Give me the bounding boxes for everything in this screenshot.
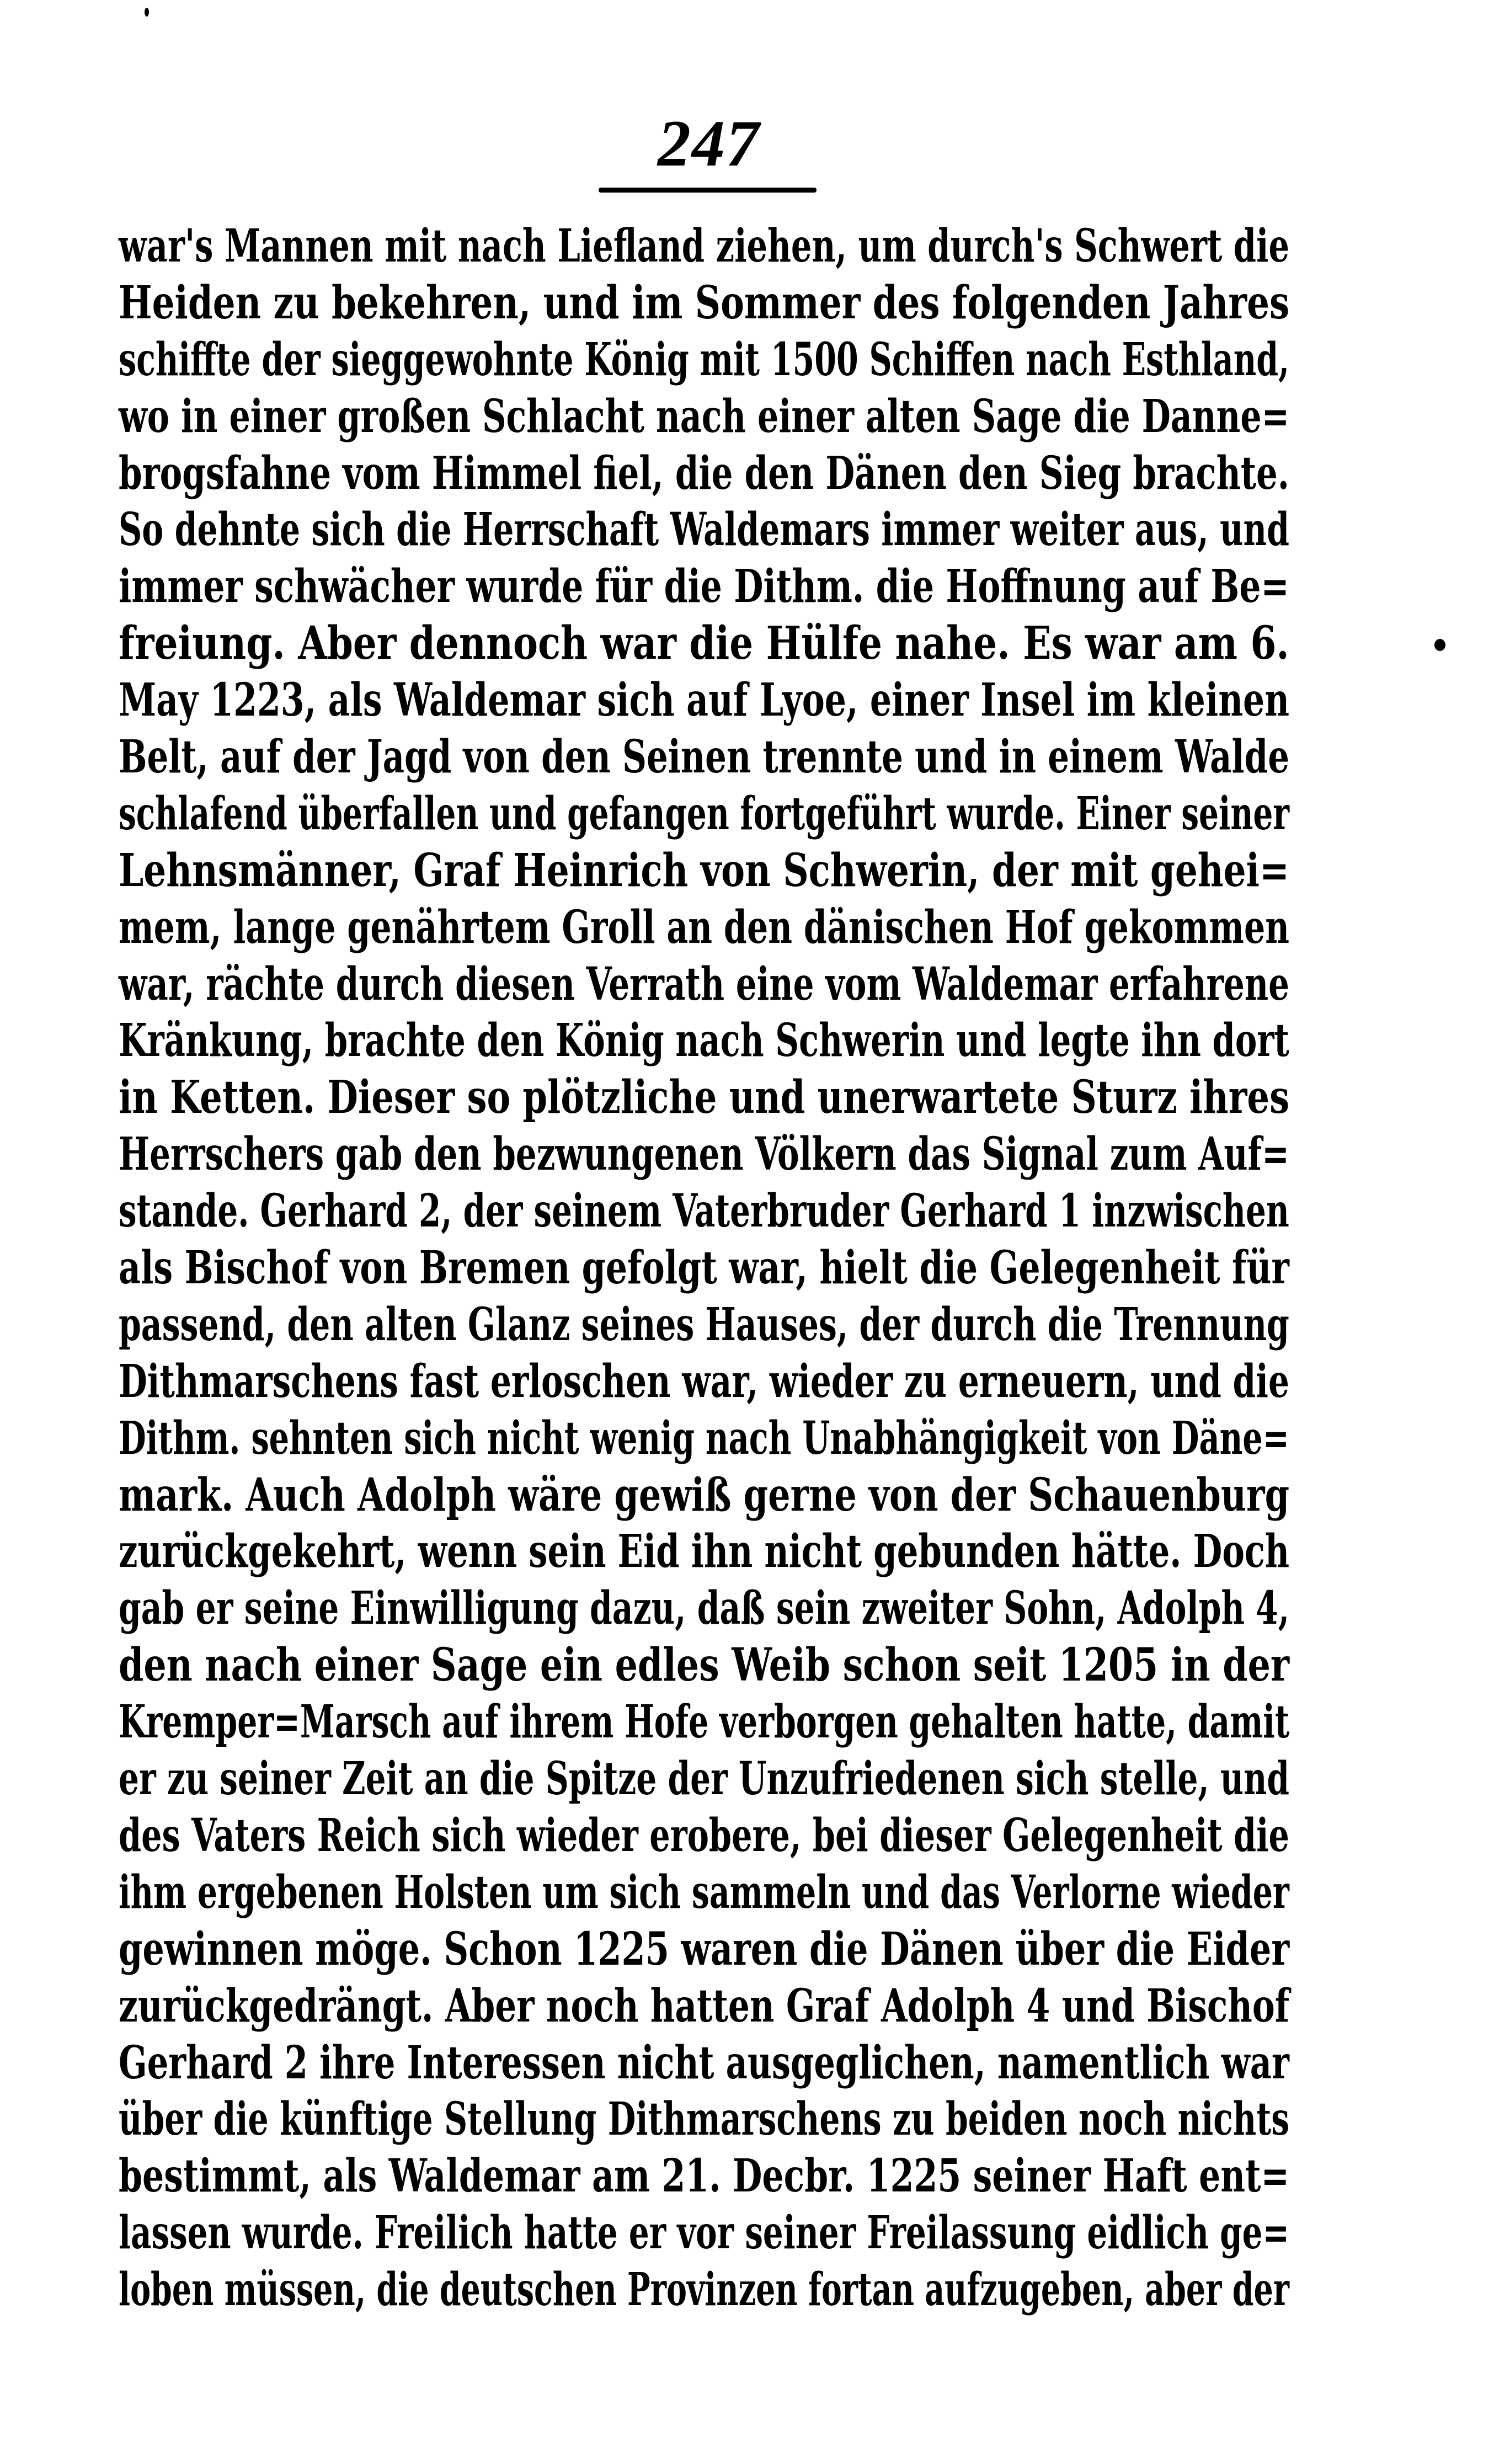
text-line	[119, 1183, 1289, 1240]
text-line-content: Heiden zu bekehren, und im Sommer des folgenden Jahres	[119, 276, 1290, 329]
text-line-content: May 1223, als Waldemar sich auf Lyoe, einer Insel im kleinen	[119, 674, 1289, 727]
text-line	[119, 1126, 1289, 1183]
text-line-content: passend, den alten Glanz seines Hauses, der durch die Trennung	[119, 1298, 1289, 1351]
text-line-content: gab er seine Einwilligung dazu, daß sein zweiter Sohn, Adolph 4,	[119, 1582, 1290, 1635]
text-line	[119, 1467, 1289, 1524]
text-line-content: gewinnen möge. Schon 1225 waren die Dänen über die Eider	[119, 1922, 1290, 1976]
text-line	[119, 786, 1289, 842]
text-line-content: mark. Auch Adolph wäre gewiß gerne von der Schauenburg	[119, 1468, 1290, 1522]
text-line	[119, 2205, 1289, 2262]
text-line-content: lassen wurde. Freilich hatte er vor seiner Freilassung eidlich ge=	[119, 2206, 1289, 2260]
text-line-content: ihm ergebenen Holsten um sich sammeln und das Verlorne wieder	[119, 1865, 1289, 1919]
text-line-content: Gerhard 2 ihre Interessen nicht ausgeglichen, namentlich war	[119, 2036, 1289, 2089]
text-line-content: immer schwächer wurde für die Dithm. die Hoffnung auf Be=	[119, 560, 1289, 614]
text-line-content: freiung. Aber dennoch war die Hülfe nahe. Es war am 6.	[119, 617, 1289, 670]
text-line	[119, 1864, 1289, 1921]
text-line-content: bestimmt, als Waldemar am 21. Decbr. 1225 seiner Haft ent=	[119, 2150, 1290, 2203]
text-line	[119, 1978, 1289, 2035]
text-line-content: Dithmarschens fast erloschen war, wieder zu erneuern, und die	[119, 1354, 1289, 1408]
text-line	[119, 1069, 1289, 1126]
text-line	[119, 729, 1289, 786]
text-line	[119, 1580, 1289, 1637]
text-line-content: Belt, auf der Jagd von den Seinen trennte und in einem Walde	[119, 730, 1289, 784]
text-line	[119, 1240, 1289, 1297]
text-line	[119, 502, 1289, 558]
text-line	[119, 218, 1289, 275]
text-line	[119, 1807, 1289, 1864]
text-line	[119, 332, 1289, 388]
text-line	[119, 388, 1289, 445]
text-line-content: Herrschers gab den bezwungenen Völkern das Signal zum Auf=	[119, 1128, 1289, 1181]
text-line	[119, 1523, 1289, 1580]
body-text	[119, 218, 1289, 2318]
scan-speck	[1434, 639, 1445, 651]
text-line-content: des Vaters Reich sich wieder erobere, bei dieser Gelegenheit die	[119, 1809, 1289, 1862]
text-line-content: in Ketten. Dieser so plötzliche und unerwartete Sturz ihres	[119, 1071, 1290, 1124]
header-rule	[599, 188, 817, 193]
page-number: 247	[658, 106, 760, 180]
text-line	[119, 1353, 1289, 1410]
text-line-content: er zu seiner Zeit an die Spitze der Unzufriedenen sich stelle, und	[119, 1752, 1290, 1806]
text-line	[119, 956, 1289, 1013]
text-line-content: Lehnsmänner, Graf Heinrich von Schwerin, der mit gehei=	[119, 844, 1289, 897]
text-line-content: zurückgekehrt, wenn sein Eid ihn nicht gebunden hätte. Doch	[119, 1525, 1290, 1578]
text-line-content: stande. Gerhard 2, der seinem Vaterbruder Gerhard 1 inzwischen	[119, 1185, 1289, 1238]
text-line-content: Dithm. sehnten sich nicht wenig nach Unabhängigkeit von Däne=	[119, 1411, 1289, 1465]
text-line-content: mem, lange genährtem Groll an den dänischen Hof gekommen	[119, 900, 1289, 954]
text-line-content: war, rächte durch diesen Verrath eine vom Waldemar erfahrene	[119, 957, 1289, 1011]
text-line	[119, 1297, 1289, 1353]
text-line	[119, 842, 1289, 899]
text-line-content: war's Mannen mit nach Liefland ziehen, um durch's Schwert die	[119, 220, 1290, 273]
text-line	[119, 2148, 1289, 2205]
text-line	[119, 2262, 1289, 2318]
text-line	[119, 899, 1289, 956]
text-line	[119, 2035, 1289, 2092]
text-line	[119, 1921, 1289, 1978]
text-line-content: als Bischof von Bremen gefolgt war, hielt die Gelegenheit für	[119, 1241, 1289, 1295]
text-line-content: schiffte der sieggewohnte König mit 1500 Schiffen nach Esthland,	[119, 333, 1290, 386]
text-line	[119, 1410, 1289, 1467]
text-line	[119, 1012, 1289, 1069]
text-line-content: wo in einer großen Schlacht nach einer alten Sage die Danne=	[119, 390, 1290, 443]
text-line	[119, 1694, 1289, 1751]
text-line	[119, 615, 1289, 672]
text-line-content: So dehnte sich die Herrschaft Waldemars immer weiter aus, und	[119, 503, 1289, 557]
text-line	[119, 672, 1289, 729]
text-line-content: über die künftige Stellung Dithmarschens zu beiden noch nichts	[119, 2093, 1290, 2146]
text-line	[119, 445, 1289, 502]
text-line	[119, 1751, 1289, 1807]
text-line	[119, 275, 1289, 332]
text-line-content: Kremper=Marsch auf ihrem Hofe verborgen gehalten hatte, damit	[119, 1695, 1290, 1749]
text-line	[119, 558, 1289, 615]
text-line-content: schlafend überfallen und gefangen fortgeführt wurde. Einer seiner	[119, 787, 1290, 840]
scan-speck	[145, 8, 149, 17]
text-line-content: zurückgedrängt. Aber noch hatten Graf Adolph 4 und Bischof	[119, 1979, 1290, 2033]
text-line-content: brogsfahne vom Himmel fiel, die den Dänen den Sieg brachte.	[119, 446, 1289, 500]
text-line	[119, 1637, 1289, 1694]
text-line-content: den nach einer Sage ein edles Weib schon seit 1205 in der	[119, 1639, 1290, 1692]
text-line-content: Kränkung, brachte den König nach Schwerin und legte ihn dort	[119, 1014, 1289, 1068]
text-line-content: loben müssen, die deutschen Provinzen fortan aufzugeben, aber der	[119, 2263, 1289, 2317]
text-line	[119, 2091, 1289, 2148]
